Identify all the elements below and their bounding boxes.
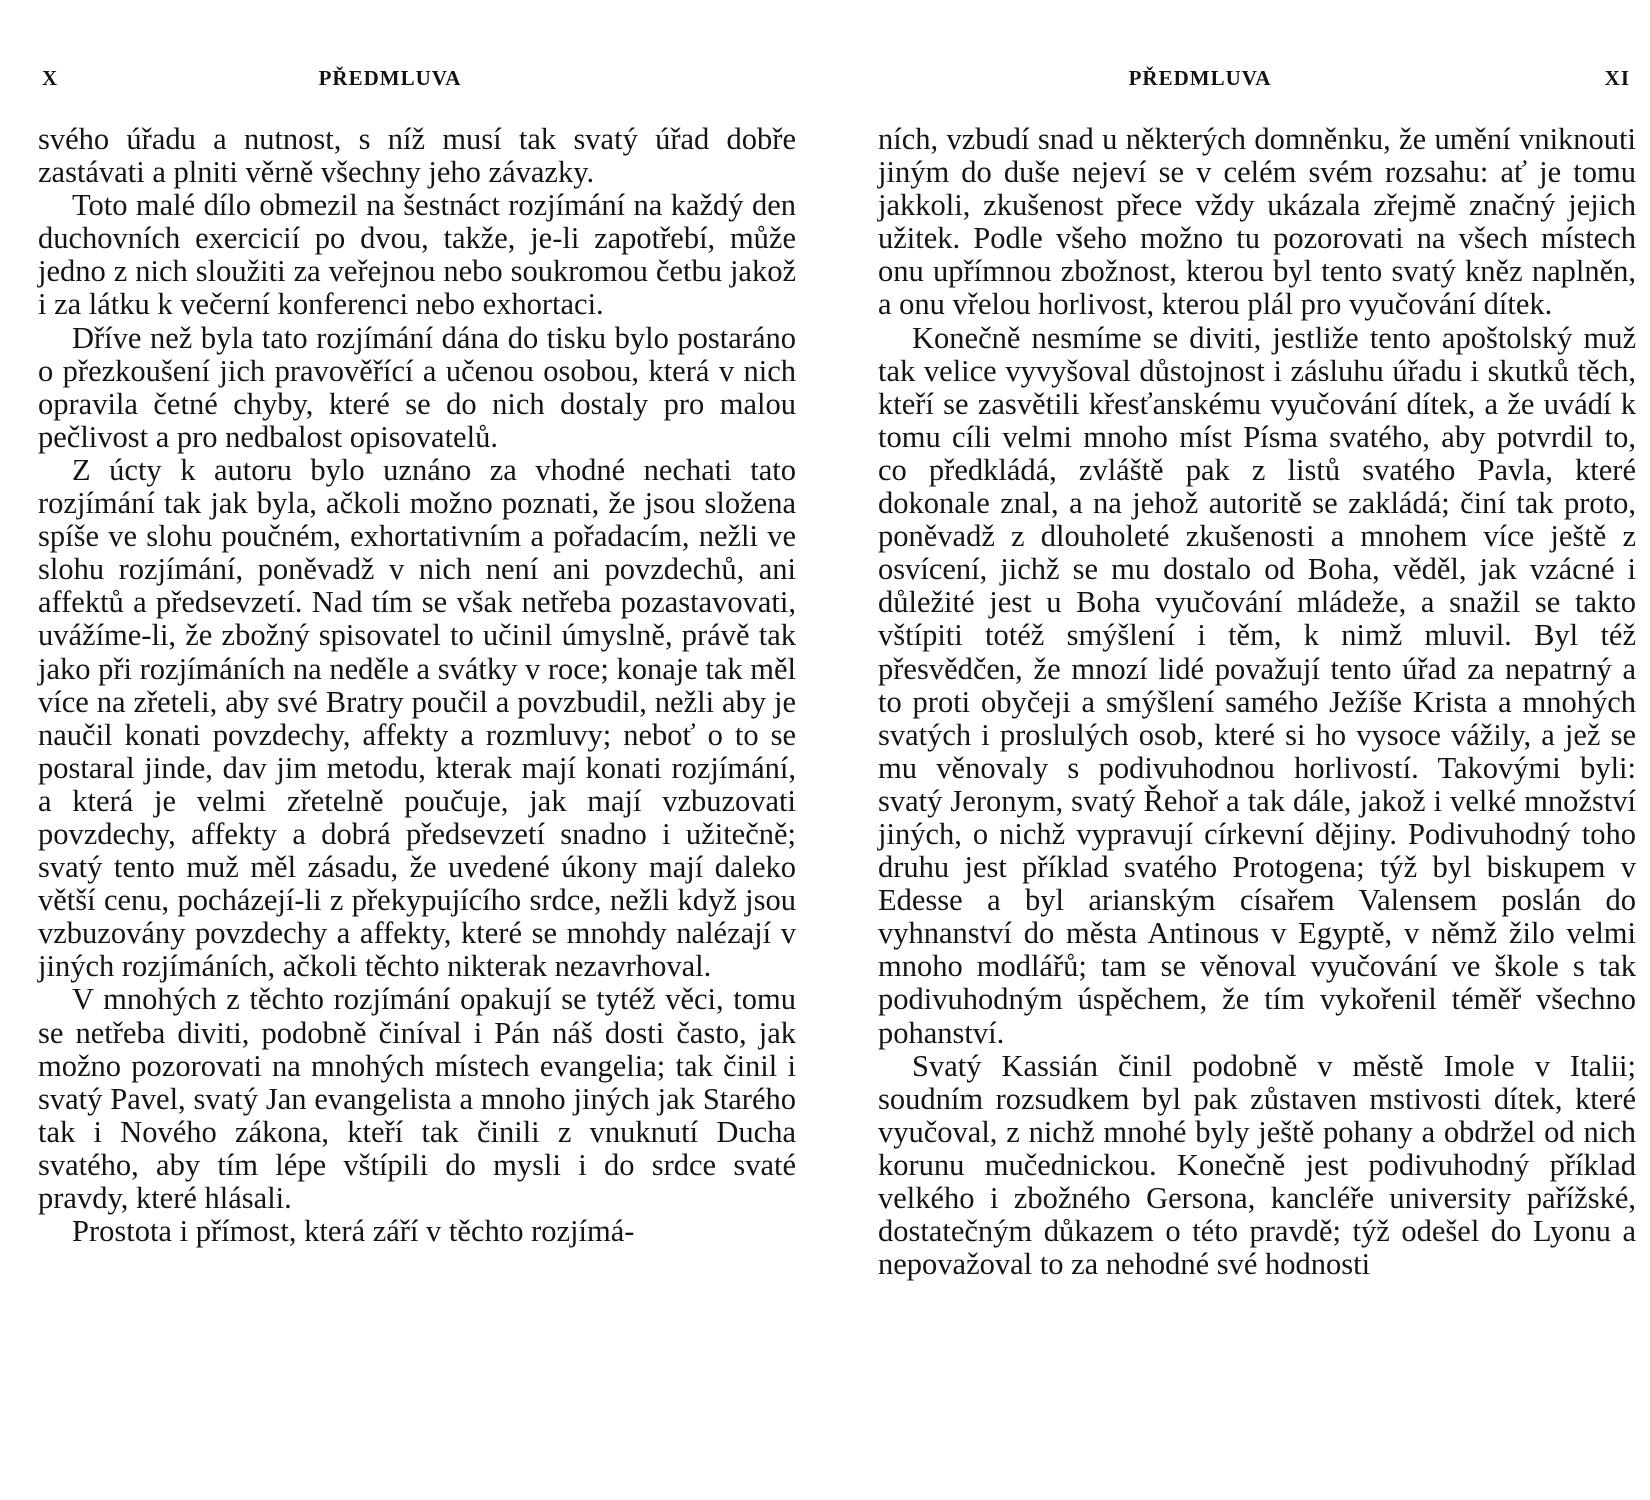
left-paragraph-6: Prostota i přímost, která září v těchto rozjímá-: [72, 1214, 635, 1249]
left-page: [38, 0, 798, 1500]
left-paragraph-1: svého úřadu a nutnost, s níž musí tak svatý úřad dobře zastávati a plniti věrně všechny jeho závazky.: [38, 122, 796, 190]
left-paragraph-5: V mnohých z těchto rozjímání opakují se tytéž věci, tomu se netřeba diviti, podobně činíval i Pán náš dosti často, jak možno pozorovati na mnohých místech evangelia; tak činil i svatý Pavel, svatý Jan evangelista a mnoho jiných jak Starého tak i Nového zákona, kteří tak činili z vnuknutí Ducha svatého, aby tím lépe vštípili do mysli i do srdce svaté pravdy, které hlásali.: [38, 982, 796, 1215]
left-running-title: PŘEDMLUVA: [318, 66, 462, 90]
right-page: [878, 0, 1638, 1500]
right-paragraph-3: Svatý Kassián činil podobně v městě Imole v Italii; soudním rozsudkem byl pak zůstaven mstivosti dítek, které vyučoval, z nichž mnohé byly ještě pohany a obdržel od nich korunu mučednickou. Konečně jest podivuhodný příklad velkého i zbožného Gersona, kancléře university pařížské, dostatečným důkazem o této pravdě; týž odešel do Lyonu a nepovažoval to za nehodné své hodnosti: [878, 1048, 1636, 1282]
right-running-title: PŘEDMLUVA: [1128, 66, 1272, 90]
right-paragraph-1: ních, vzbudí snad u některých domněnku, že umění vniknouti jiným do duše nejeví se v celém svém rozsahu: ať je tomu jakkoli, zkušenost přece vždy ukázala zřejmě značný jejich užitek. Podle všeho možno tu pozorovati na všech místech onu upřímnou zbožnost, kterou byl tento svatý kněz naplněn, a onu vřelou horlivost, kterou plál pro vyučování dítek.: [878, 122, 1636, 322]
right-page-number: XI: [1604, 66, 1630, 90]
left-page-number: X: [42, 66, 59, 90]
right-page-text: [878, 123, 1636, 1281]
left-paragraph-2: Toto malé dílo obmezil na šestnáct rozjímání na každý den duchovních exercicií po dvou, takže, je-li zapotřebí, může jedno z nich sloužiti za veřejnou nebo soukromou četbu jakož i za látku k večerní konferenci nebo exhortaci.: [38, 188, 796, 322]
left-paragraph-3: Dříve než byla tato rozjímání dána do tisku bylo postaráno o přezkoušení jich pravověřící a učenou osobou, která v nich opravila četné chyby, které se do nich dostaly pro malou pečlivost a pro nedbalost opisovatelů.: [38, 320, 796, 454]
left-page-text: [38, 123, 796, 1248]
right-paragraph-2: Konečně nesmíme se diviti, jestliže tento apoštolský muž tak velice vyvyšoval důstojnost i zásluhu úřadu i skutků těch, kteří se zasvětili křesťanskému vyučování dítek, a že uvádí k tomu cíli velmi mnoho míst Písma svatého, aby potvrdil to, co předkládá, zvláště pak z listů svatého Pavla, které dokonale znal, a na jehož autoritě se zakládá; činí tak proto, poněvadž z dlouholeté zkušenosti a mnohem více ještě z osvícení, jichž se mu dostalo od Boha, věděl, jak vzácné i důležité jest u Boha vyučování mládeže, a snažil se takto vštípiti totéž smýšlení i těm, k nimž mluvil. Byl též přesvědčen, že mnozí lidé považují tento úřad za nepatrný a to proti obyčeji a smýšlení samého Ježíše Krista a mnohých svatých i proslulých osob, které si ho vysoce vážily, a jež se mu věnovaly s podivuhodnou horlivostí. Takovými byli: svatý Jeronym, svatý Řehoř a tak dále, jakož i velké množství jiných, o nichž vypravují církevní dějiny. Podivuhodný toho druhu jest příklad svatého Protogena; týž byl biskupem v Edesse a byl arianským císařem Valensem poslán do vyhnanství do města Antinous v Egyptě, v němž žilo velmi mnoho modlářů; tam se věnoval vyučování ve škole s tak podivuhodným úspěchem, že tím vykořenil téměř všechno pohanství.: [878, 320, 1636, 1050]
left-running-head: [38, 66, 798, 96]
right-running-head: [878, 66, 1638, 96]
left-paragraph-4: Z úcty k autoru bylo uznáno za vhodné nechati tato rozjímání tak jak byla, ačkoli možno poznati, že jsou složena spíše ve slohu poučném, exhortativním a pořadacím, nežli ve slohu rozjímání, poněvadž v nich není ani povzdechů, ani affektů a předsevzetí. Nad tím se však netřeba pozastavovati, uvážíme-li, že zbožný spisovatel to učinil úmyslně, právě tak jako při rozjímáních na neděle a svátky v roce; konaje tak měl více na zřeteli, aby své Bratry poučil a povzbudil, nežli aby je naučil konati povzdechy, affekty a rozmluvy; neboť o to se postaral jinde, dav jim metodu, kterak mají konati rozjímání, a která je velmi zřetelně poučuje, jak mají vzbuzovati povzdechy, affekty a dobrá předsevzetí snadno i užitečně; svatý tento muž měl zásadu, že uvedené úkony mají daleko větší cenu, pocházejí-li z překypujícího srdce, nežli když jsou vzbuzovány povzdechy a affekty, které se mnohdy nalézají v jiných rozjímáních, ačkoli těchto nikterak nezavrhoval.: [38, 452, 796, 984]
